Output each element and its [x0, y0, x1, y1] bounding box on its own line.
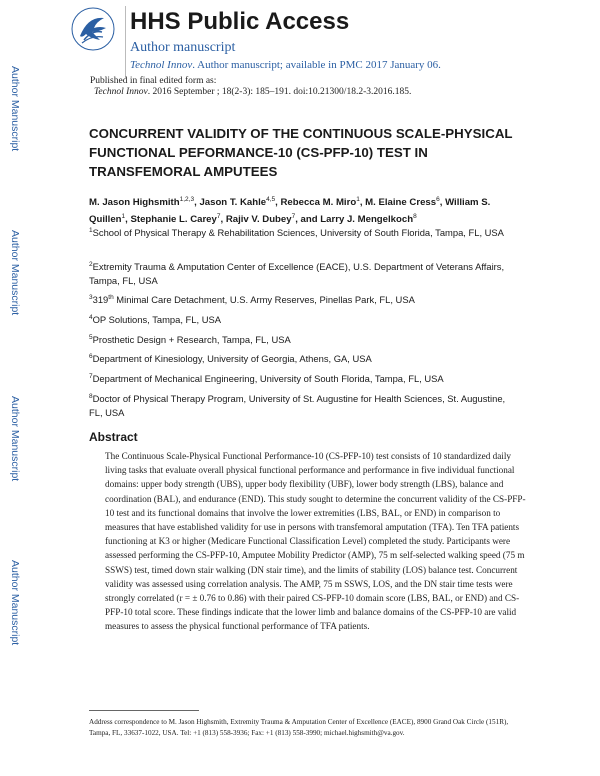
author-separator: , [194, 197, 200, 209]
affiliation [89, 258, 519, 287]
author-name: Rebecca M. Miro [280, 197, 357, 209]
affiliation-number: 6 [89, 353, 93, 360]
journal-note: . Author manuscript; available in PMC 2017 January 06. [192, 59, 441, 71]
journal-availability [130, 59, 441, 71]
author-separator: , [439, 197, 446, 209]
abstract-body: The Continuous Scale-Physical Functional Performance-10 (CS-PFP-10) test consists of 10 standardized daily living tasks that evaluate overall physical functional performance and performance in five individual functional domains: upper body strength (UBS), upper body flexibility (UBF), lower body strength (LBS), balance and coordination (BAL), and endurance (END). This study sought to determine the concurrent validity of the CS-PFP-10 test and its functional domains that involve the lower extremities (LBS, BAL, or END) in comparison to measures that have established validity for use in persons with transfemoral amputation (TFA). Ten TFA patients functioning at K3 or higher (Medicare Functional Classification Level) completed the study. Participants were assessed performing the CS-PFP-10, Amputee Mobility Predictor (AMP), 75 m self-selected walking speed (75 m SSWS) test, timed down stair walking (DN stair time), and the limits of stability (LOS) balance test. Concurrent validity was assessed using correlation analysis. The AMP, 75 m SSWS, LOS, and the DN stair time tests were strongly correlated (r = ± 0.76 to 0.86) with their paired CS-PFP-10 domain score (LBS, BAL, or END) and CS-PFP-10 total score. These findings indicate that the lower limb and balance domains of the CS-PFP-10 are valid measures to assess the physical functional performance of TFA patients. [105, 451, 526, 632]
header-divider [125, 6, 126, 78]
author-name: Rajiv V. Dubey [225, 214, 292, 226]
publication-line: Published in final edited form as: [90, 76, 217, 86]
affiliation [89, 311, 519, 327]
affiliation-number: 5 [89, 334, 93, 341]
author-affiliation-marker: 1 [121, 213, 126, 221]
affiliation [89, 331, 519, 347]
author-affiliation-marker: 6 [436, 196, 440, 203]
correspondence-footnote: Address correspondence to M. Jason Highsmith, Extremity Trauma & Amputation Center of Excellence (EACE), 8900 Grand Oak Circle (151R), Tampa, FL, 33637-1022, USA. Tel: +1 (813) 558-3936; Fax: +1 (813) 558-3990; michael.highsmith@va.gov. [89, 718, 509, 737]
affiliation-number: 2 [89, 261, 93, 268]
citation-line [90, 87, 411, 98]
affiliation-text: 319 [92, 294, 109, 306]
author-name: William S. Quillen [89, 197, 491, 226]
paper-title: CONCURRENT VALIDITY OF THE CONTINUOUS SCALE-PHYSICAL FUNCTIONAL PEFORMANCE-10 (CS-PFP-10) TEST IN TRANSFEMORAL AMPUTEES [89, 126, 513, 179]
author-separator: , [359, 197, 366, 209]
affiliation [89, 390, 519, 419]
affiliation [89, 350, 519, 366]
affiliation [89, 370, 519, 386]
side-label: Author Manuscript [9, 66, 21, 152]
author-separator: , [220, 214, 226, 226]
author-separator: , and [295, 214, 321, 226]
author-name: M. Jason Highsmith [89, 197, 180, 209]
author-name: Larry J. Mengelkoch [320, 214, 414, 226]
hhs-eagle-logo-icon [70, 6, 116, 52]
author-name: Jason T. Kahle [199, 197, 267, 209]
affiliation-number: 3 [89, 294, 93, 301]
affiliation-text: Extremity Trauma & Amputation Center of Excellence (EACE), U.S. Department of Veterans Affairs, Tampa, FL, USA [89, 261, 505, 286]
affiliation [89, 224, 519, 240]
side-label: Author Manuscript [9, 396, 21, 482]
affiliation-number: 1 [89, 227, 93, 234]
hhs-header [70, 6, 590, 78]
author-list [89, 193, 519, 227]
side-label: Author Manuscript [9, 230, 21, 316]
footnote-rule [89, 710, 199, 711]
author-affiliation-marker: 7 [291, 213, 296, 221]
author-manuscript-label: Author manuscript [130, 40, 236, 55]
author-affiliation-marker: 8 [413, 213, 417, 221]
affiliation-text: Department of Kinesiology, University of Georgia, Athens, GA, USA [92, 353, 372, 365]
abstract-heading: Abstract [89, 430, 138, 444]
author-affiliation-marker: 4,5 [266, 196, 276, 203]
hhs-title: HHS Public Access [130, 8, 350, 35]
affiliation-text: Doctor of Physical Therapy Program, University of St. Augustine for Health Sciences, St. Augustine, FL, USA [89, 393, 506, 418]
affiliation-text: OP Solutions, Tampa, FL, USA [92, 314, 221, 326]
affiliation [89, 291, 519, 307]
affiliation-number: 7 [89, 373, 93, 380]
affiliation-text: Prosthetic Design + Research, Tampa, FL, USA [92, 334, 291, 346]
side-label: Author Manuscript [9, 560, 21, 646]
author-separator: , [275, 197, 281, 209]
author-separator: , [125, 214, 131, 226]
affiliation-text: Department of Mechanical Engineering, University of South Florida, Tampa, FL, USA [92, 373, 444, 385]
publication-info [90, 76, 411, 98]
citation-journal: Technol Innov [94, 87, 148, 97]
affiliation-number: 8 [89, 393, 93, 400]
affiliation-text: Minimal Care Detachment, U.S. Army Reserves, Pinellas Park, FL, USA [113, 294, 415, 306]
ordinal-suffix: th [108, 294, 114, 301]
author-affiliation-marker: 7 [216, 213, 221, 221]
journal-abbrev: Technol Innov [130, 59, 193, 71]
author-name: Stephanie L. Carey [130, 214, 217, 226]
author-affiliation-marker: 1,2,3 [179, 196, 195, 203]
author-affiliation-marker: 1 [356, 196, 360, 203]
affiliation-text: School of Physical Therapy & Rehabilitation Sciences, University of South Florida, Tampa, FL, USA [92, 227, 504, 239]
author-name: M. Elaine Cress [365, 197, 437, 209]
citation-detail: . 2016 September ; 18(2-3): 185–191. doi:10.21300/18.2-3.2016.185. [147, 87, 412, 97]
affiliation-number: 4 [89, 314, 93, 321]
